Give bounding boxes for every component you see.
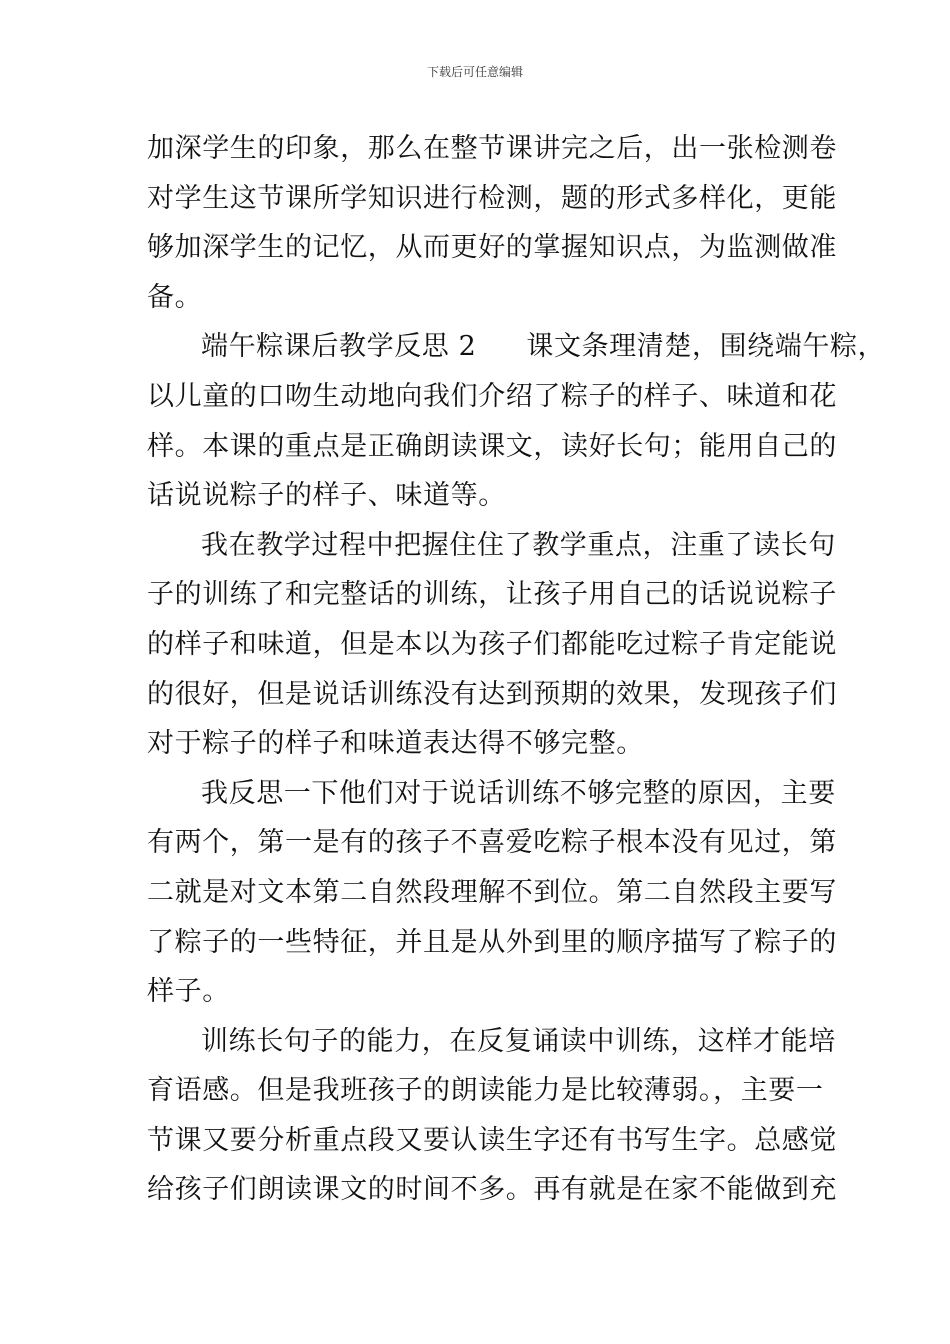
text-line: 给孩子们朗读课文的时间不多。再有就是在家不能做到充	[147, 1174, 837, 1206]
body-text	[147, 124, 886, 1215]
text-line: 了粽子的一些特征，并且是从外到里的顺序描写了粽子的	[147, 926, 837, 958]
text-line: 样。本课的重点是正确朗读课文，读好长句；能用自己的	[147, 430, 837, 462]
text-line: 备。	[147, 281, 203, 313]
text-line: 的样子和味道，但是本以为孩子们都能吃过粽子肯定能说	[147, 628, 837, 660]
paragraph-first-line: 我在教学过程中把握住住了教学重点，注重了读长句	[201, 529, 836, 561]
text-line: 够加深学生的记忆，从而更好的掌握知识点，为监测做准	[147, 232, 837, 264]
text-line: 二就是对文本第二自然段理解不到位。第二自然段主要写	[147, 876, 837, 908]
text-line: 话说说粽子的样子、味道等。	[147, 480, 506, 512]
text-line: 样子。	[147, 976, 230, 1008]
text-line: 以儿童的口吻生动地向我们介绍了粽子的样子、味道和花	[147, 380, 837, 412]
text-line: 加深学生的印象，那么在整节课讲完之后，出一张检测卷	[147, 133, 837, 164]
text-line: 对于粽子的样子和味道表达得不够完整。	[147, 728, 644, 760]
text-line: 的很好，但是说话训练没有达到预期的效果，发现孩子们	[147, 678, 837, 710]
text-line: 育语感。但是我班孩子的朗读能力是比较薄弱。，主要一	[147, 1075, 824, 1107]
section-title: 端午粽课后教学反思 2	[201, 331, 477, 363]
text-line: 节课又要分析重点段又要认读生字还有书写生字。总感觉	[147, 1124, 837, 1156]
text-line: 对学生这节课所学知识进行检测，题的形式多样化，更能	[147, 182, 837, 214]
paragraph-first-line: 我反思一下他们对于说话训练不够完整的原因，主要	[201, 777, 836, 809]
section-intro: 课文条理清楚，围绕端午粽，	[526, 331, 886, 363]
text-line: 有两个，第一是有的孩子不喜爱吃粽子根本没有见过，第	[147, 827, 837, 859]
text-line: 子的训练了和完整话的训练，让孩子用自己的话说说粽子	[147, 579, 837, 611]
paragraph-first-line: 训练长句子的能力，在反复诵读中训练，这样才能培	[201, 1025, 836, 1057]
page-header: 下载后可任意编辑	[426, 65, 523, 79]
section-heading-line	[147, 322, 886, 372]
